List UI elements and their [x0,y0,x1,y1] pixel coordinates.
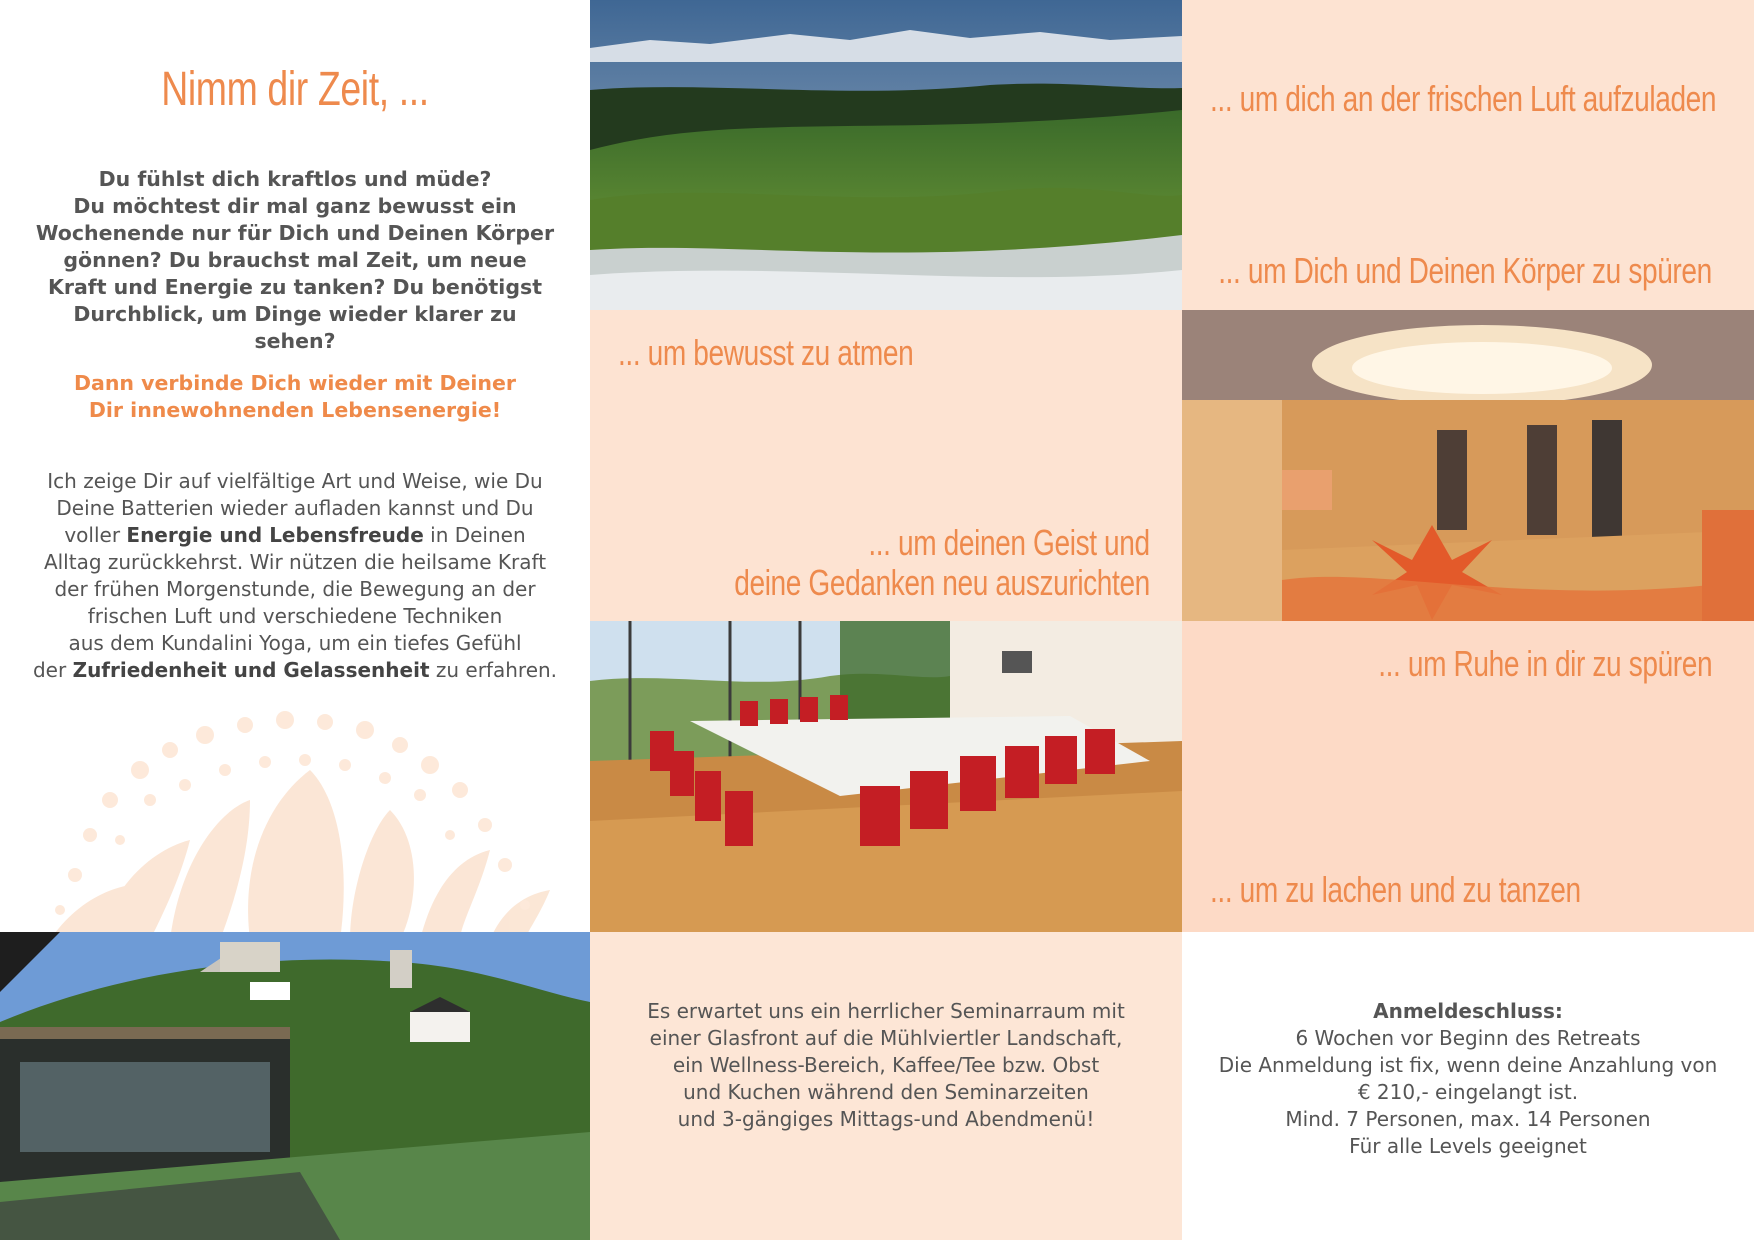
phrase-geist-line1: ... um deinen Geist und [868,522,1150,563]
hotel-exterior-photo [0,932,590,1240]
registration-line: Die Anmeldung ist fix, wenn deine Anzahlung von [1218,1053,1718,1077]
body-line [30,657,560,684]
lotus-mandala-decoration [20,690,580,932]
venue-panel [590,932,1182,1240]
phrase-koerper: ... um Dich und Deinen Körper zu spüren [1218,250,1712,291]
body-emphasis: Energie und Lebensfreude [126,523,424,547]
intro-line: Du möchtest dir mal ganz bewusst ein [73,194,517,218]
phrase-ruhe: ... um Ruhe in dir zu spüren [1377,643,1712,684]
body-line: frischen Luft und verschiedene Techniken [87,604,503,628]
landscape-photo [590,0,1182,310]
registration-line: Für alle Levels geeignet [1349,1134,1587,1158]
panel-ruhe-lachen [1182,621,1754,932]
wellness-room-photo [1182,310,1754,621]
registration-text [1192,998,1744,1160]
body-line: aus dem Kundalini Yoga, um ein tiefes Gefühl [68,631,522,655]
panel-atmen-geist [590,310,1182,621]
panel-luft-koerper [1182,0,1754,310]
body-line: Ich zeige Dir auf vielfältige Art und Weise, wie Du [47,469,543,493]
seminar-room-photo [590,621,1182,932]
venue-text [610,998,1162,1133]
phrase-geist-line2: deine Gedanken neu auszurichten [734,562,1150,603]
registration-line: 6 Wochen vor Beginn des Retreats [1295,1026,1641,1050]
accent-line: Dir innewohnenden Lebensenergie! [88,398,502,422]
body-span: in Deinen [423,523,526,547]
venue-line: einer Glasfront auf die Mühlviertler Landschaft, [649,1026,1123,1050]
body-line: Deine Batterien wieder aufladen kannst und Du [56,496,534,520]
registration-line: € 210,- eingelangt ist. [1357,1080,1579,1104]
intro-line: gönnen? Du brauchst mal Zeit, um neue [63,248,527,272]
body-span: der [32,658,73,682]
registration-panel [1182,932,1754,1240]
body-span: zu erfahren. [429,658,558,682]
body-line: der frühen Morgenstunde, die Bewegung an der [54,577,536,601]
intro-line: Durchblick, um Dinge wieder klarer zu sehen? [73,302,517,353]
intro-line: Du fühlst dich kraftlos und müde? [98,167,492,191]
intro-line: Kraft und Energie zu tanken? Du benötigst [47,275,543,299]
page-title: Nimm dir Zeit, ... [161,63,429,116]
venue-line: und Kuchen während den Seminarzeiten [683,1080,1089,1104]
intro-line: Wochenende nur für Dich und Deinen Körper [35,221,555,245]
body-text [30,468,560,684]
phrase-atmen: ... um bewusst zu atmen [618,332,914,373]
intro-text [30,166,560,355]
phrase-luft: ... um dich an der frischen Luft aufzuladen [1210,78,1717,119]
registration-line: Mind. 7 Personen, max. 14 Personen [1285,1107,1651,1131]
body-span: voller [64,523,127,547]
accent-text [30,370,560,424]
intro-column [0,0,590,932]
accent-line: Dann verbinde Dich wieder mit Deiner [73,371,517,395]
venue-line: Es erwartet uns ein herrlicher Seminarraum mit [647,999,1125,1023]
body-line [30,522,560,549]
venue-line: ein Wellness-Bereich, Kaffee/Tee bzw. Obst [672,1053,1100,1077]
body-line: Alltag zurückkehrst. Wir nützen die heilsame Kraft [43,550,547,574]
phrase-lachen: ... um zu lachen und zu tanzen [1210,869,1581,910]
body-emphasis: Zufriedenheit und Gelassenheit [72,658,430,682]
venue-line: und 3-gängiges Mittags-und Abendmenü! [677,1107,1095,1131]
registration-heading: Anmeldeschluss: [1373,999,1563,1023]
